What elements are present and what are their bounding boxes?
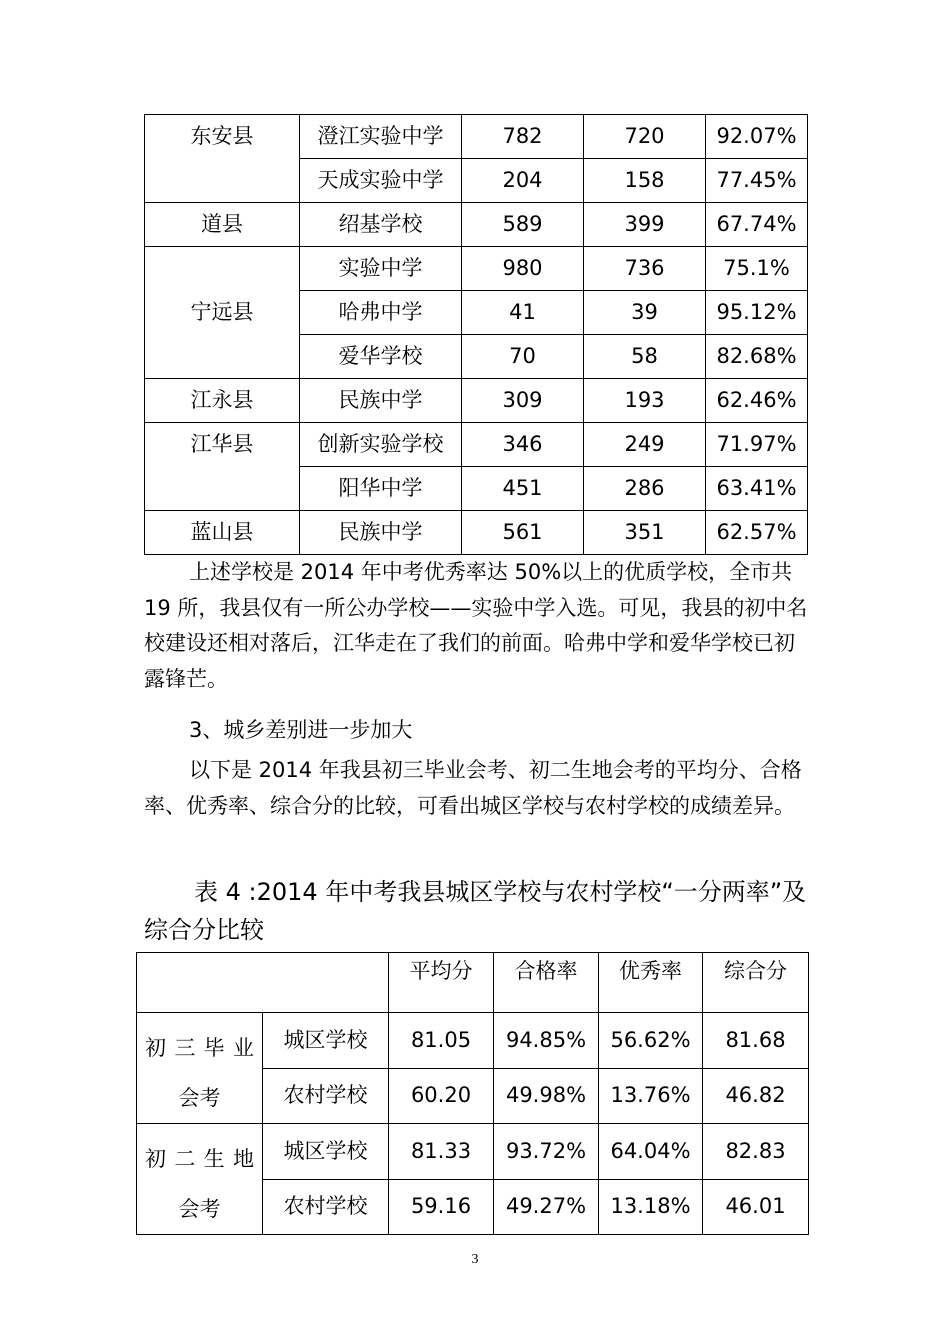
exam-group-label: 会考 — [178, 1086, 221, 1110]
value-cell: 399 — [584, 203, 706, 247]
value-cell: 94.85% — [494, 1013, 599, 1069]
rate-cell: 67.74% — [706, 203, 808, 247]
county-cell: 江华县 — [145, 423, 300, 511]
header-cell: 优秀率 — [599, 953, 703, 1013]
header-cell-empty — [137, 953, 389, 1013]
value-cell: 49.98% — [494, 1068, 599, 1124]
value-cell: 13.18% — [599, 1179, 703, 1235]
value-cell: 193 — [584, 379, 706, 423]
rate-cell: 92.07% — [706, 115, 808, 159]
header-row — [137, 953, 809, 1013]
header-cell: 平均分 — [389, 953, 494, 1013]
county-cell: 东安县 — [145, 115, 300, 203]
school-cell: 创新实验学校 — [300, 423, 462, 467]
value-cell: 81.05 — [389, 1013, 494, 1069]
county-cell: 道县 — [145, 203, 300, 247]
table-caption: 表 4 :2014 年中考我县城区学校与农村学校“一分两率”及综合分比较 — [144, 878, 807, 944]
value-cell: 64.04% — [599, 1124, 703, 1180]
value-cell: 56.62% — [599, 1013, 703, 1069]
value-cell: 309 — [462, 379, 584, 423]
rate-cell: 71.97% — [706, 423, 808, 467]
table-row — [137, 1013, 809, 1069]
school-cell: 阳华中学 — [300, 467, 462, 511]
rate-cell: 62.46% — [706, 379, 808, 423]
exam-group-cell — [137, 1013, 263, 1124]
value-cell: 93.72% — [494, 1124, 599, 1180]
value-cell: 351 — [584, 511, 706, 555]
page-number: 3 — [471, 1252, 479, 1267]
value-cell: 720 — [584, 115, 706, 159]
table-row — [145, 511, 808, 555]
value-cell: 41 — [462, 291, 584, 335]
exam-group-label: 初二生地 — [145, 1147, 254, 1171]
exam-group-label: 初三毕业 — [145, 1036, 254, 1060]
value-cell: 59.16 — [389, 1179, 494, 1235]
rate-cell: 82.68% — [706, 335, 808, 379]
value-cell: 980 — [462, 247, 584, 291]
value-cell: 82.83 — [703, 1124, 809, 1180]
value-cell: 46.82 — [703, 1068, 809, 1124]
rate-cell: 95.12% — [706, 291, 808, 335]
school-cell: 哈弗中学 — [300, 291, 462, 335]
value-cell: 49.27% — [494, 1179, 599, 1235]
table-row — [137, 1124, 809, 1180]
exam-group-label: 会考 — [178, 1197, 221, 1221]
table-row — [145, 115, 808, 159]
value-cell: 249 — [584, 423, 706, 467]
summary-paragraph: 上述学校是 2014 年中考优秀率达 50%以上的优质学校，全市共 19 所，我县仅有一所公办学校——实验中学入选。可见，我县的初中名校建设还相对落后，江华走在了我们的前面。哈弗中学和爱华学校已初露锋芒。 — [144, 560, 808, 691]
school-cell: 民族中学 — [300, 511, 462, 555]
school-type-cell: 农村学校 — [263, 1068, 389, 1124]
school-cell: 爱华学校 — [300, 335, 462, 379]
school-type-cell: 城区学校 — [263, 1124, 389, 1180]
school-cell: 民族中学 — [300, 379, 462, 423]
school-type-cell: 农村学校 — [263, 1179, 389, 1235]
urban-rural-comparison-table — [136, 952, 809, 1235]
rate-cell: 75.1% — [706, 247, 808, 291]
value-cell: 60.20 — [389, 1068, 494, 1124]
value-cell: 346 — [462, 423, 584, 467]
table-row — [145, 247, 808, 291]
value-cell: 204 — [462, 159, 584, 203]
value-cell: 81.33 — [389, 1124, 494, 1180]
county-cell: 宁远县 — [145, 247, 300, 379]
value-cell: 81.68 — [703, 1013, 809, 1069]
school-cell: 实验中学 — [300, 247, 462, 291]
school-cell: 澄江实验中学 — [300, 115, 462, 159]
rate-cell: 77.45% — [706, 159, 808, 203]
table-row — [145, 423, 808, 467]
header-cell: 合格率 — [494, 953, 599, 1013]
value-cell: 736 — [584, 247, 706, 291]
value-cell: 561 — [462, 511, 584, 555]
value-cell: 589 — [462, 203, 584, 247]
table-row — [145, 203, 808, 247]
value-cell: 158 — [584, 159, 706, 203]
county-cell: 蓝山县 — [145, 511, 300, 555]
header-cell: 综合分 — [703, 953, 809, 1013]
intro-paragraph: 以下是 2014 年我县初三毕业会考、初二生地会考的平均分、合格率、优秀率、综合分的比较，可看出城区学校与农村学校的成绩差异。 — [144, 758, 802, 818]
value-cell: 58 — [584, 335, 706, 379]
exam-group-cell — [137, 1124, 263, 1235]
school-cell: 天成实验中学 — [300, 159, 462, 203]
value-cell: 39 — [584, 291, 706, 335]
value-cell: 13.76% — [599, 1068, 703, 1124]
school-type-cell: 城区学校 — [263, 1013, 389, 1069]
section-heading: 3、城乡差别进一步加大 — [189, 718, 413, 742]
rate-cell: 62.57% — [706, 511, 808, 555]
rate-cell: 63.41% — [706, 467, 808, 511]
table-row — [145, 379, 808, 423]
school-cell: 绍基学校 — [300, 203, 462, 247]
value-cell: 286 — [584, 467, 706, 511]
value-cell: 70 — [462, 335, 584, 379]
school-excellence-table — [144, 114, 808, 555]
value-cell: 782 — [462, 115, 584, 159]
value-cell: 451 — [462, 467, 584, 511]
value-cell: 46.01 — [703, 1179, 809, 1235]
county-cell: 江永县 — [145, 379, 300, 423]
